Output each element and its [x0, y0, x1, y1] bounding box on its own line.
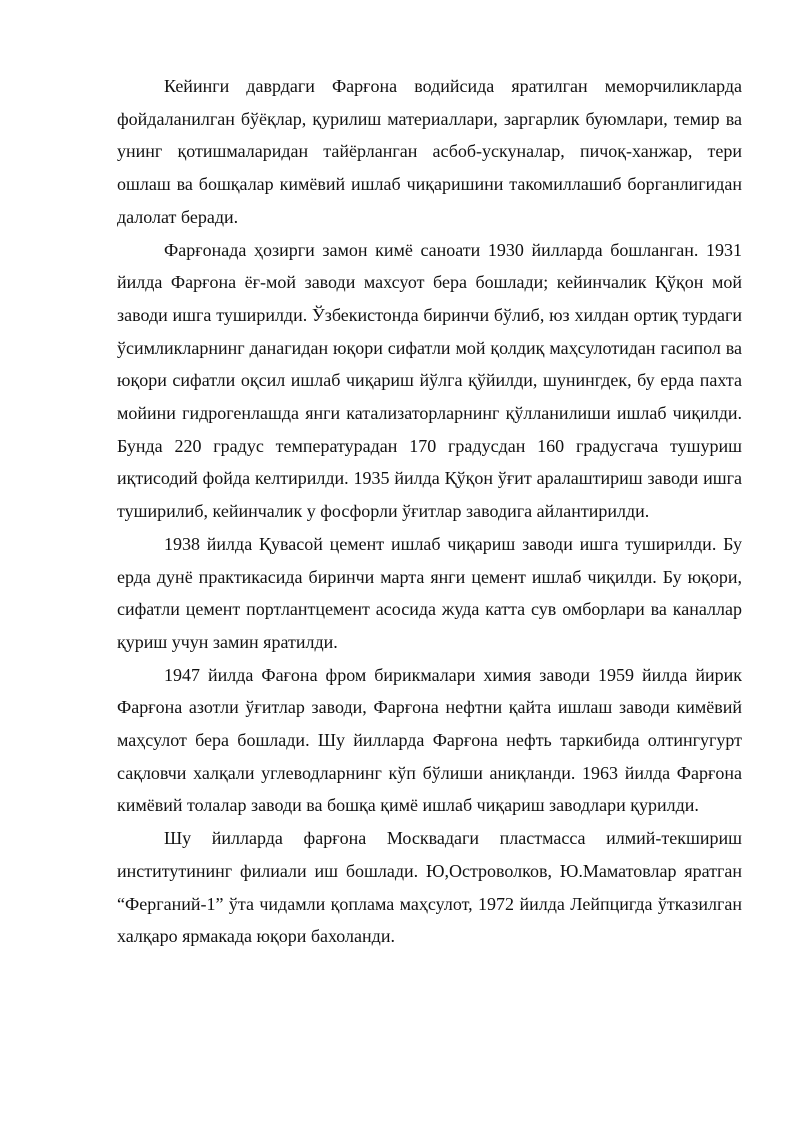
- paragraph: Кейинги даврдаги Фарғона водийсида яратилган меморчиликларда фойдаланилган бўёқлар, қурилиш материаллари, заргарлик буюмлари, темир ва унинг қотишмаларидан тайёрланган асбоб-ускуналар, пичоқ-ханжар, тери ошлаш ва бошқалар кимёвий ишлаб чиқаришини такомиллашиб борганлигидан далолат беради.: [117, 76, 742, 227]
- paragraph: Шу йилларда фарғона Москвадаги пластмасса илмий-текшириш институтининг филиали иш бошлади. Ю,Островолков, Ю.Маматовлар яратган “Ферганий-1” ўта чидамли қоплама маҳсулот, 1972 йилда Лейпцигда ўтказилган халқаро ярмакада юқори бахоланди.: [117, 828, 742, 947]
- paragraph: Фарғонада ҳозирги замон кимё саноати 1930 йилларда бошланган. 1931 йилда Фарғона ёғ-мой заводи махсуот бера бошлади; кейинчалик Қўқон мой заводи ишга туширилди. Ўзбекистонда биринчи бўлиб, юз хилдан ортиқ турдаги ўсимликларнинг данагидан юқори сифатли мой қолдиқ маҳсулотидан гасипол ва юқори сифатли оқсил ишлаб чиқариш йўлга қўйилди, шунингдек, бу ерда пахта мойини гидрогенлашда янги катализаторларнинг қўлланилиши ишлаб чиқилди. Бунда 220 градус температурадан 170 градусдан 160 градусгача тушуриш иқтисодий фойда келтирилди. 1935 йилда Қўқон ўғит аралаштириш заводи ишга туширилиб, кейинчалик у фосфорли ўғитлар заводига айлантирилди.: [117, 239, 742, 522]
- paragraph: 1947 йилда Фағона фром бирикмалари химия заводи 1959 йилда йирик Фарғона азотли ўғитлар заводи, Фарғона нефтни қайта ишлаш заводи кимёвий маҳсулот бера бошлади. Шу йилларда Фарғона нефть таркибида олтингугурт сақловчи халқали углеводларнинг кўп бўлиши аниқланди. 1963 йилда Фарғона кимёвий толалар заводи ва бошқа қимё ишлаб чиқариш заводлари қурилди.: [117, 664, 742, 816]
- document-body: [117, 70, 742, 953]
- paragraph: 1938 йилда Қувасой цемент ишлаб чиқариш заводи ишга туширилди. Бу ерда дунё практикасида биринчи марта янги цемент ишлаб чиқилди. Бу юқори, сифатли цемент портлантцемент асосида жуда катта сув омборлари ва каналлар қуриш учун замин яратилди.: [117, 533, 742, 652]
